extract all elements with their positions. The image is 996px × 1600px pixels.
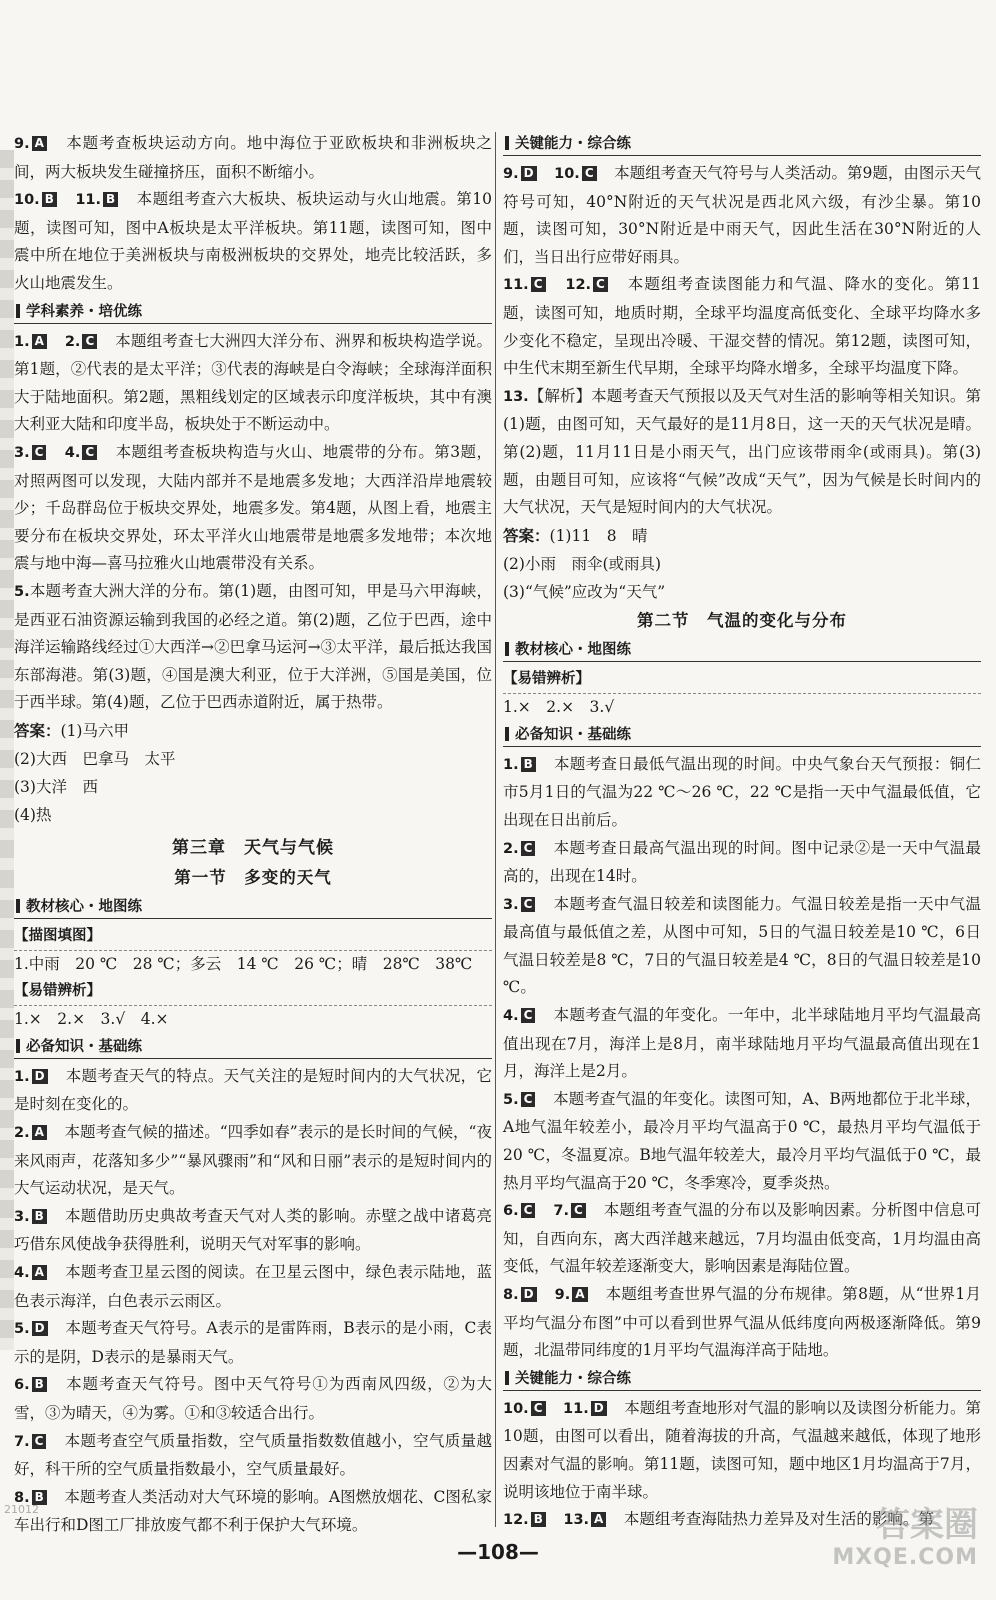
- answer-line: (2)大西 巴拿马 太平: [14, 749, 176, 768]
- answer-line: 答案：(1)11 8 晴: [503, 526, 648, 545]
- answer-badge: B: [42, 192, 57, 207]
- section-header: 关键能力・综合练: [503, 1368, 981, 1391]
- answer-badge: C: [521, 1092, 536, 1107]
- section-title: 第二节 气温的变化与分布: [637, 610, 847, 630]
- answer-badge: A: [32, 334, 47, 349]
- watermark-text: 答案圈: [876, 1505, 978, 1545]
- watermark-url: MXQE.COM: [832, 1545, 978, 1570]
- answer-badge: C: [593, 277, 608, 292]
- subsection-tag: 【易错辨析】: [503, 666, 981, 694]
- corner-id: 21012: [4, 1503, 39, 1516]
- answer-badge: D: [521, 166, 537, 181]
- chapter-title: 第三章 天气与气候: [172, 837, 334, 858]
- question-8-9: 8. D 9. A 本题组考查世界气温的分布规律。第8题，从“世界1月平均气温分布图”中可以看到世界气温从低纬度向两极逐渐降低。第9题，北温带同纬度的1月平均气温海洋高于陆地。: [503, 1285, 981, 1360]
- answer-badge: C: [582, 166, 597, 181]
- question-1: 1. D 本题考查天气的特点。天气关注的是短时间内的大气状况，它是时刻在变化的。: [14, 1066, 492, 1114]
- true-false-answers: 1.× 2.× 3.√: [503, 697, 615, 716]
- answer-line: 答案：(1)马六甲: [14, 721, 129, 740]
- page-number: —108—: [457, 1540, 539, 1564]
- question-3: 3. C 本题考查气温日较差和读图能力。气温日较差是指一天中气温最高值与最低值之差，从图中可知，5日的气温日较差是10 ℃，6日气温日较差是8 ℃，7日的气温日较差是4 ℃，8日的气温日较差是10 ℃。: [503, 894, 981, 997]
- question-5: 5. C 本题考查气温的年变化。读图可知，A、B两地都位于北半球，A地气温年较差小，最冷月平均气温高于0 ℃，最热月平均气温低于20 ℃，冬温夏凉。B地气温年较差大，最冷月平均气温低于0 ℃，最热月平均气温高于20 ℃，冬季寒冷，夏季炎热。: [503, 1089, 981, 1192]
- question-2: 2. A 本题考查气候的描述。“四季如春”表示的是长时间的气候，“夜来风雨声，花落知多少”“暴风骤雨”和“风和日丽”表示的是短时间内的大气运动状况，是天气。: [14, 1123, 492, 1198]
- answer-badge: D: [32, 1069, 48, 1084]
- question-5b: 5. D 本题考查天气符号。A表示的是雷阵雨，B表示的是小雨，C表示的是阴，D表示的是暴雨天气。: [14, 1319, 492, 1366]
- section-header: 必备知识・基础练: [503, 724, 981, 747]
- watermark-logo: [818, 1505, 978, 1585]
- subsection-tag: 【易错辨析】: [14, 978, 492, 1006]
- answer-badge: C: [521, 1203, 536, 1218]
- answer-badge: B: [32, 1490, 47, 1505]
- answer-badge: D: [32, 1321, 48, 1336]
- answer-line: (2)小雨 雨伞(或雨具): [503, 554, 662, 573]
- answer-badge: B: [531, 1512, 546, 1527]
- subsection-tag: 【描图填图】: [14, 923, 492, 951]
- answer-badge: B: [103, 192, 118, 207]
- question-8: 8. B 本题考查人类活动对大气环境的影响。A图燃放烟花、C图私家车出行和D图工厂排放废气都不利于保护大气环境。: [14, 1487, 492, 1535]
- question-5: 5.本题考查大洲大洋的分布。第(1)题，由图可知，甲是马六甲海峡，是西亚石油资源运输到我国的必经之道。第(2)题，乙位于巴西，途中海洋运输路线经过①大西洋→②巴拿马运河→③太平洋，最后抵达我国东部海港。第(3)题，④国是澳大利亚，位于大洋洲，⑤国是美国，位于西半球。第(4)题，乙位于巴西赤道附近，属于热带。: [14, 581, 492, 712]
- answer-line: (4)热: [14, 805, 52, 824]
- question-4: 4. A 本题考查卫星云图的阅读。在卫星云图中，绿色表示陆地，蓝色表示海洋，白色表示云雨区。: [14, 1263, 492, 1310]
- answer-badge: A: [591, 1512, 606, 1527]
- answer-badge: B: [521, 757, 536, 772]
- section-title: 第一节 多变的天气: [174, 867, 332, 887]
- answer-badge: D: [591, 1401, 607, 1416]
- question-9: 9. A 本题考查板块运动方向。地中海位于亚欧板块和非洲板块之间，两大板块发生碰撞挤压，面积不断缩小。: [14, 134, 492, 181]
- question-6-7: 6. C 7. C 本题组考查气温的分布以及影响因素。分析图中信息可知，自西向东，离大西洋越来越远，7月均温由低变高，1月均温由高变低，气温年较差逐渐变大，影响因素是海陆位置。: [503, 1201, 981, 1276]
- answer-badge: C: [82, 334, 97, 349]
- fill-answers: 1.中雨 20 ℃ 28 ℃；多云 14 ℃ 26 ℃；晴 28℃ 38℃: [14, 954, 473, 973]
- answer-badge: A: [32, 1265, 47, 1280]
- question-2: 2. C 本题考查日最高气温出现的时间。图中记录②是一天中气温最高的，出现在14时。: [503, 838, 981, 886]
- question-3: 3. B 本题借助历史典故考查天气对人类的影响。赤壁之战中诸葛亮巧借东风使战争获得胜利，说明天气对军事的影响。: [14, 1206, 492, 1254]
- section-header: 教材核心・地图练: [503, 639, 981, 662]
- answer-badge: C: [521, 897, 536, 912]
- section-header: 学科素养・培优练: [14, 301, 492, 324]
- question-1-2: 1. A 2. C 本题组考查七大洲四大洋分布、洲界和板块构造学说。第1题，②代表的是太平洋；③代表的海峡是白令海峡；全球海洋面积大于陆地面积。第2题，黑粗线划定的区域表示印度洋板块，其中有澳大利亚大陆和印度半岛，板块处于不断运动中。: [14, 331, 492, 434]
- answer-badge: C: [531, 1401, 546, 1416]
- answer-badge: C: [571, 1203, 586, 1218]
- section-header: 教材核心・地图练: [14, 896, 492, 919]
- answer-badge: C: [521, 1008, 536, 1023]
- question-9-10: 9. D 10. C 本题组考查天气符号与人类活动。第9题，由图示天气符号可知，40°N附近的天气状况是西北风六级，有沙尘暴。第10题，读图可知，30°N附近是中雨天气，因此生活在30°N附近的人们，当日出行应带好雨具。: [503, 164, 981, 266]
- section-header: 关键能力・综合练: [503, 133, 981, 156]
- question-10-11: 10. C 11. D 本题组考查地形对气温的影响以及读图分析能力。第10题，由图可以看出，随着海拔的升高，气温越来越低，体现了地形因素对气温的影响。第11题，读图可知，题中地区1月均温高于7月，说明该地位于南半球。: [503, 1398, 981, 1501]
- answer-line: (3)大洋 西: [14, 777, 98, 796]
- question-11-12: 11. C 12. C 本题组考查读图能力和气温、降水的变化。第11题，读图可知，地质时期，全球平均温度高低变化、全球平均降水多少变化不稳定，呈现出冷暖、干湿交替的情况。第12题，读图可知，中生代末期至新生代早期，全球平均降水增多，全球平均温度下降。: [503, 275, 981, 378]
- question-1: 1. B 本题考查日最低气温出现的时间。中央气象台天气预报：铜仁市5月1日的气温为22 ℃～26 ℃，22 ℃是指一天中气温最低值，它出现在日出前后。: [503, 754, 981, 829]
- column-divider: [495, 132, 496, 1527]
- answer-badge: C: [82, 445, 97, 460]
- binding-edge: [0, 150, 14, 1350]
- answer-badge: A: [32, 136, 47, 151]
- true-false-answers: 1.× 2.× 3.√ 4.×: [14, 1009, 169, 1028]
- question-12-13: 12. B 13. A 本题组考查海陆热力差异及对生活的影响。第: [503, 1510, 934, 1529]
- answer-badge: B: [32, 1377, 47, 1392]
- question-7: 7. C 本题考查空气质量指数，空气质量指数数值越小，空气质量越好，科干所的空气质量指数最小，空气质量最好。: [14, 1431, 492, 1479]
- answer-badge: A: [32, 1125, 47, 1140]
- question-13: 13.【解析】本题考查天气预报以及天气对生活的影响等相关知识。第(1)题，由图可知，天气最好的是11月8日，这一天的天气状况是晴。第(2)题，11月11日是小雨天气，出门应该带雨伞(或雨具)。第(3)题，由题目可知，应该将“气候”改成“天气”，因为气候是长时间内的大气状况，天气是短时间内的大气状况。: [503, 386, 981, 517]
- answer-badge: B: [32, 1209, 47, 1224]
- answer-badge: C: [32, 1434, 47, 1449]
- answer-badge: C: [32, 445, 47, 460]
- answer-badge: C: [521, 841, 536, 856]
- right-column: [503, 130, 981, 1535]
- left-column: [14, 130, 492, 1540]
- question-10-11: 10. B 11. B 本题组考查六大板块、板块运动与火山地震。第10题，读图可知，图中A板块是太平洋板块。第11题，读图可知，图中震中所在地位于美洲板块与南极洲板块的交界处，地壳比较活跃，多火山地震发生。: [14, 190, 492, 292]
- answer-badge: A: [572, 1287, 587, 1302]
- answer-badge: D: [521, 1287, 537, 1302]
- question-3-4: 3. C 4. C 本题组考查板块构造与火山、地震带的分布。第3题，对照两图可以发现，大陆内部并不是地震多发地；大西洋沿岸地震较少；千岛群岛位于板块交界处，地震多发。第4题，从图上看，地震主要分布在板块交界处，环太平洋火山地震带是地震多发地带；本次地震与地中海—喜马拉雅火山地震带没有关系。: [14, 442, 492, 573]
- section-header: 必备知识・基础练: [14, 1036, 492, 1059]
- answer-line: (3)“气候”应改为“天气”: [503, 582, 666, 601]
- answer-badge: C: [531, 277, 546, 292]
- question-6: 6. B 本题考查天气符号。图中天气符号①为西南风四级，②为大雪，③为晴天，④为雾。①和③较适合出行。: [14, 1375, 492, 1422]
- question-4: 4. C 本题考查气温的年变化。一年中，北半球陆地月平均气温最高值出现在7月，海洋上是8月，南半球陆地月平均气温最高值出现在1月，海洋上是2月。: [503, 1006, 981, 1081]
